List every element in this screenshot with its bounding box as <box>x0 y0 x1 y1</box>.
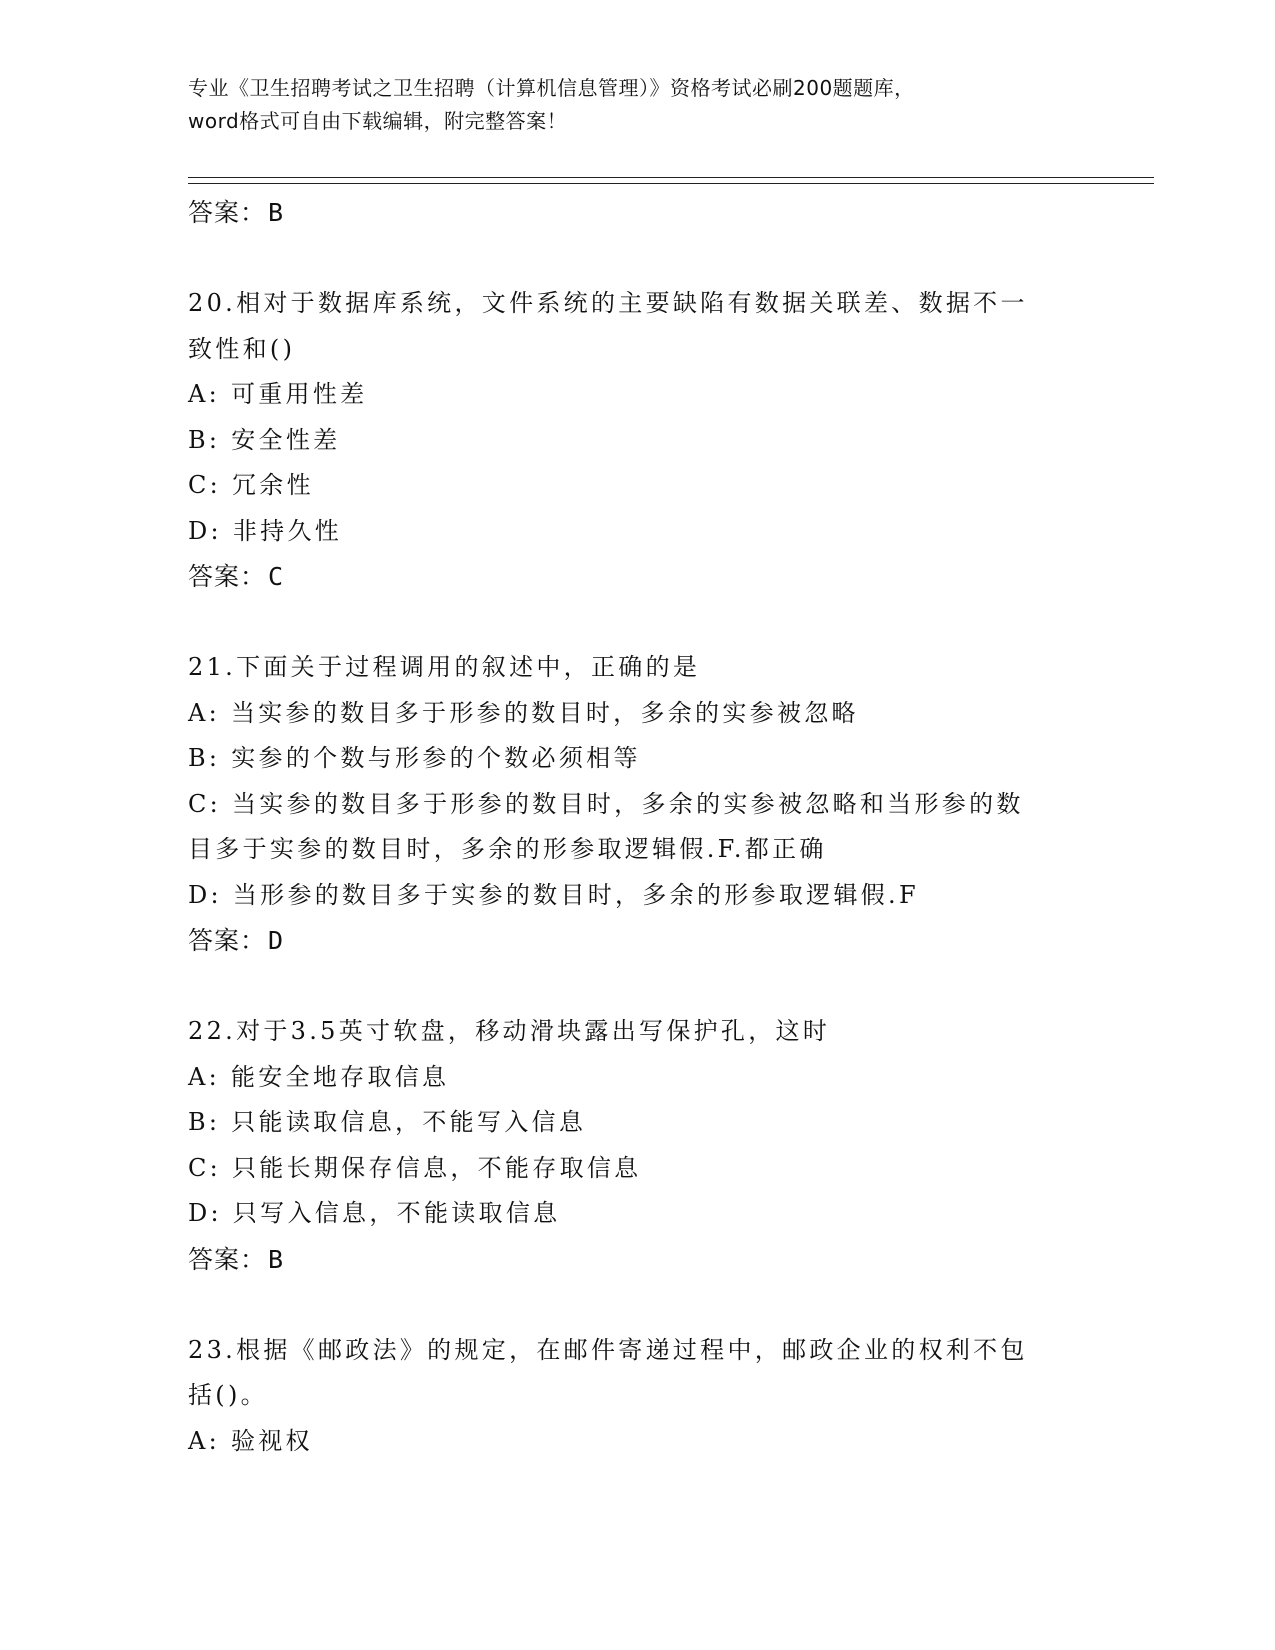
option-c-continued: 目多于实参的数目时，多余的形参取逻辑假.F.都正确 <box>188 835 827 863</box>
question-stem: 20.相对于数据库系统，文件系统的主要缺陷有数据关联差、数据不一 <box>188 289 1028 317</box>
question-stem: 22.对于3.5英寸软盘，移动滑块露出写保护孔，这时 <box>188 1017 831 1045</box>
answer-line <box>188 1237 1088 1283</box>
question-stem: 括()。 <box>188 1381 268 1409</box>
option-a: A: 验视权 <box>188 1426 313 1455</box>
header-divider-top <box>188 177 1154 178</box>
header-title-line-2: word格式可自由下载编辑，附完整答案！ <box>188 109 568 133</box>
question-stem: 23.根据《邮政法》的规定，在邮件寄递过程中，邮政企业的权利不包 <box>188 1335 1028 1364</box>
option-a: A: 当实参的数目多于形参的数目时，多余的实参被忽略 <box>188 698 859 727</box>
question-22 <box>188 1009 1088 1282</box>
option-b: B: 实参的个数与形参的个数必须相等 <box>188 744 641 772</box>
option-c: C: 只能长期保存信息，不能存取信息 <box>188 1153 642 1182</box>
option-c: C: 冗余性 <box>188 471 314 499</box>
question-stem: 21.下面关于过程调用的叙述中，正确的是 <box>188 653 701 681</box>
option-d: D: 非持久性 <box>188 516 343 545</box>
question-list <box>188 190 1088 1464</box>
question-23 <box>188 1328 1088 1465</box>
option-d: D: 当形参的数目多于实参的数目时，多余的形参取逻辑假.F <box>188 880 919 909</box>
answer-value: D <box>268 926 285 955</box>
header-title-line-1: 专业《卫生招聘考试之卫生招聘（计算机信息管理）》资格考试必刷200题题库， <box>188 76 915 100</box>
answer-label: 答案： <box>188 198 267 227</box>
answer-value: C <box>268 562 285 591</box>
option-c: C: 当实参的数目多于形参的数目时，多余的实参被忽略和当形参的数 <box>188 789 1024 818</box>
answer-label: 答案： <box>188 1244 267 1274</box>
option-a: A: 能安全地存取信息 <box>188 1062 450 1091</box>
answer-value: B <box>268 1244 285 1274</box>
question-stem: 致性和() <box>188 334 296 363</box>
answer-line <box>188 918 1088 964</box>
spacer <box>188 236 1088 282</box>
option-a: A: 可重用性差 <box>188 380 368 408</box>
spacer <box>188 600 1088 646</box>
spacer <box>188 1282 1088 1328</box>
spacer <box>188 964 1088 1010</box>
question-21 <box>188 645 1088 964</box>
question-20 <box>188 281 1088 600</box>
option-d: D: 只写入信息，不能读取信息 <box>188 1199 561 1227</box>
header-divider-bottom <box>188 183 1154 184</box>
option-b: B: 安全性差 <box>188 425 341 454</box>
option-b: B: 只能读取信息，不能写入信息 <box>188 1108 587 1136</box>
answer-line <box>188 554 1088 600</box>
answer-label: 答案： <box>188 926 267 955</box>
answer-label: 答案： <box>188 562 267 591</box>
document-header <box>188 72 1088 138</box>
answer-value: B <box>268 198 285 227</box>
answer-line <box>188 190 1088 236</box>
